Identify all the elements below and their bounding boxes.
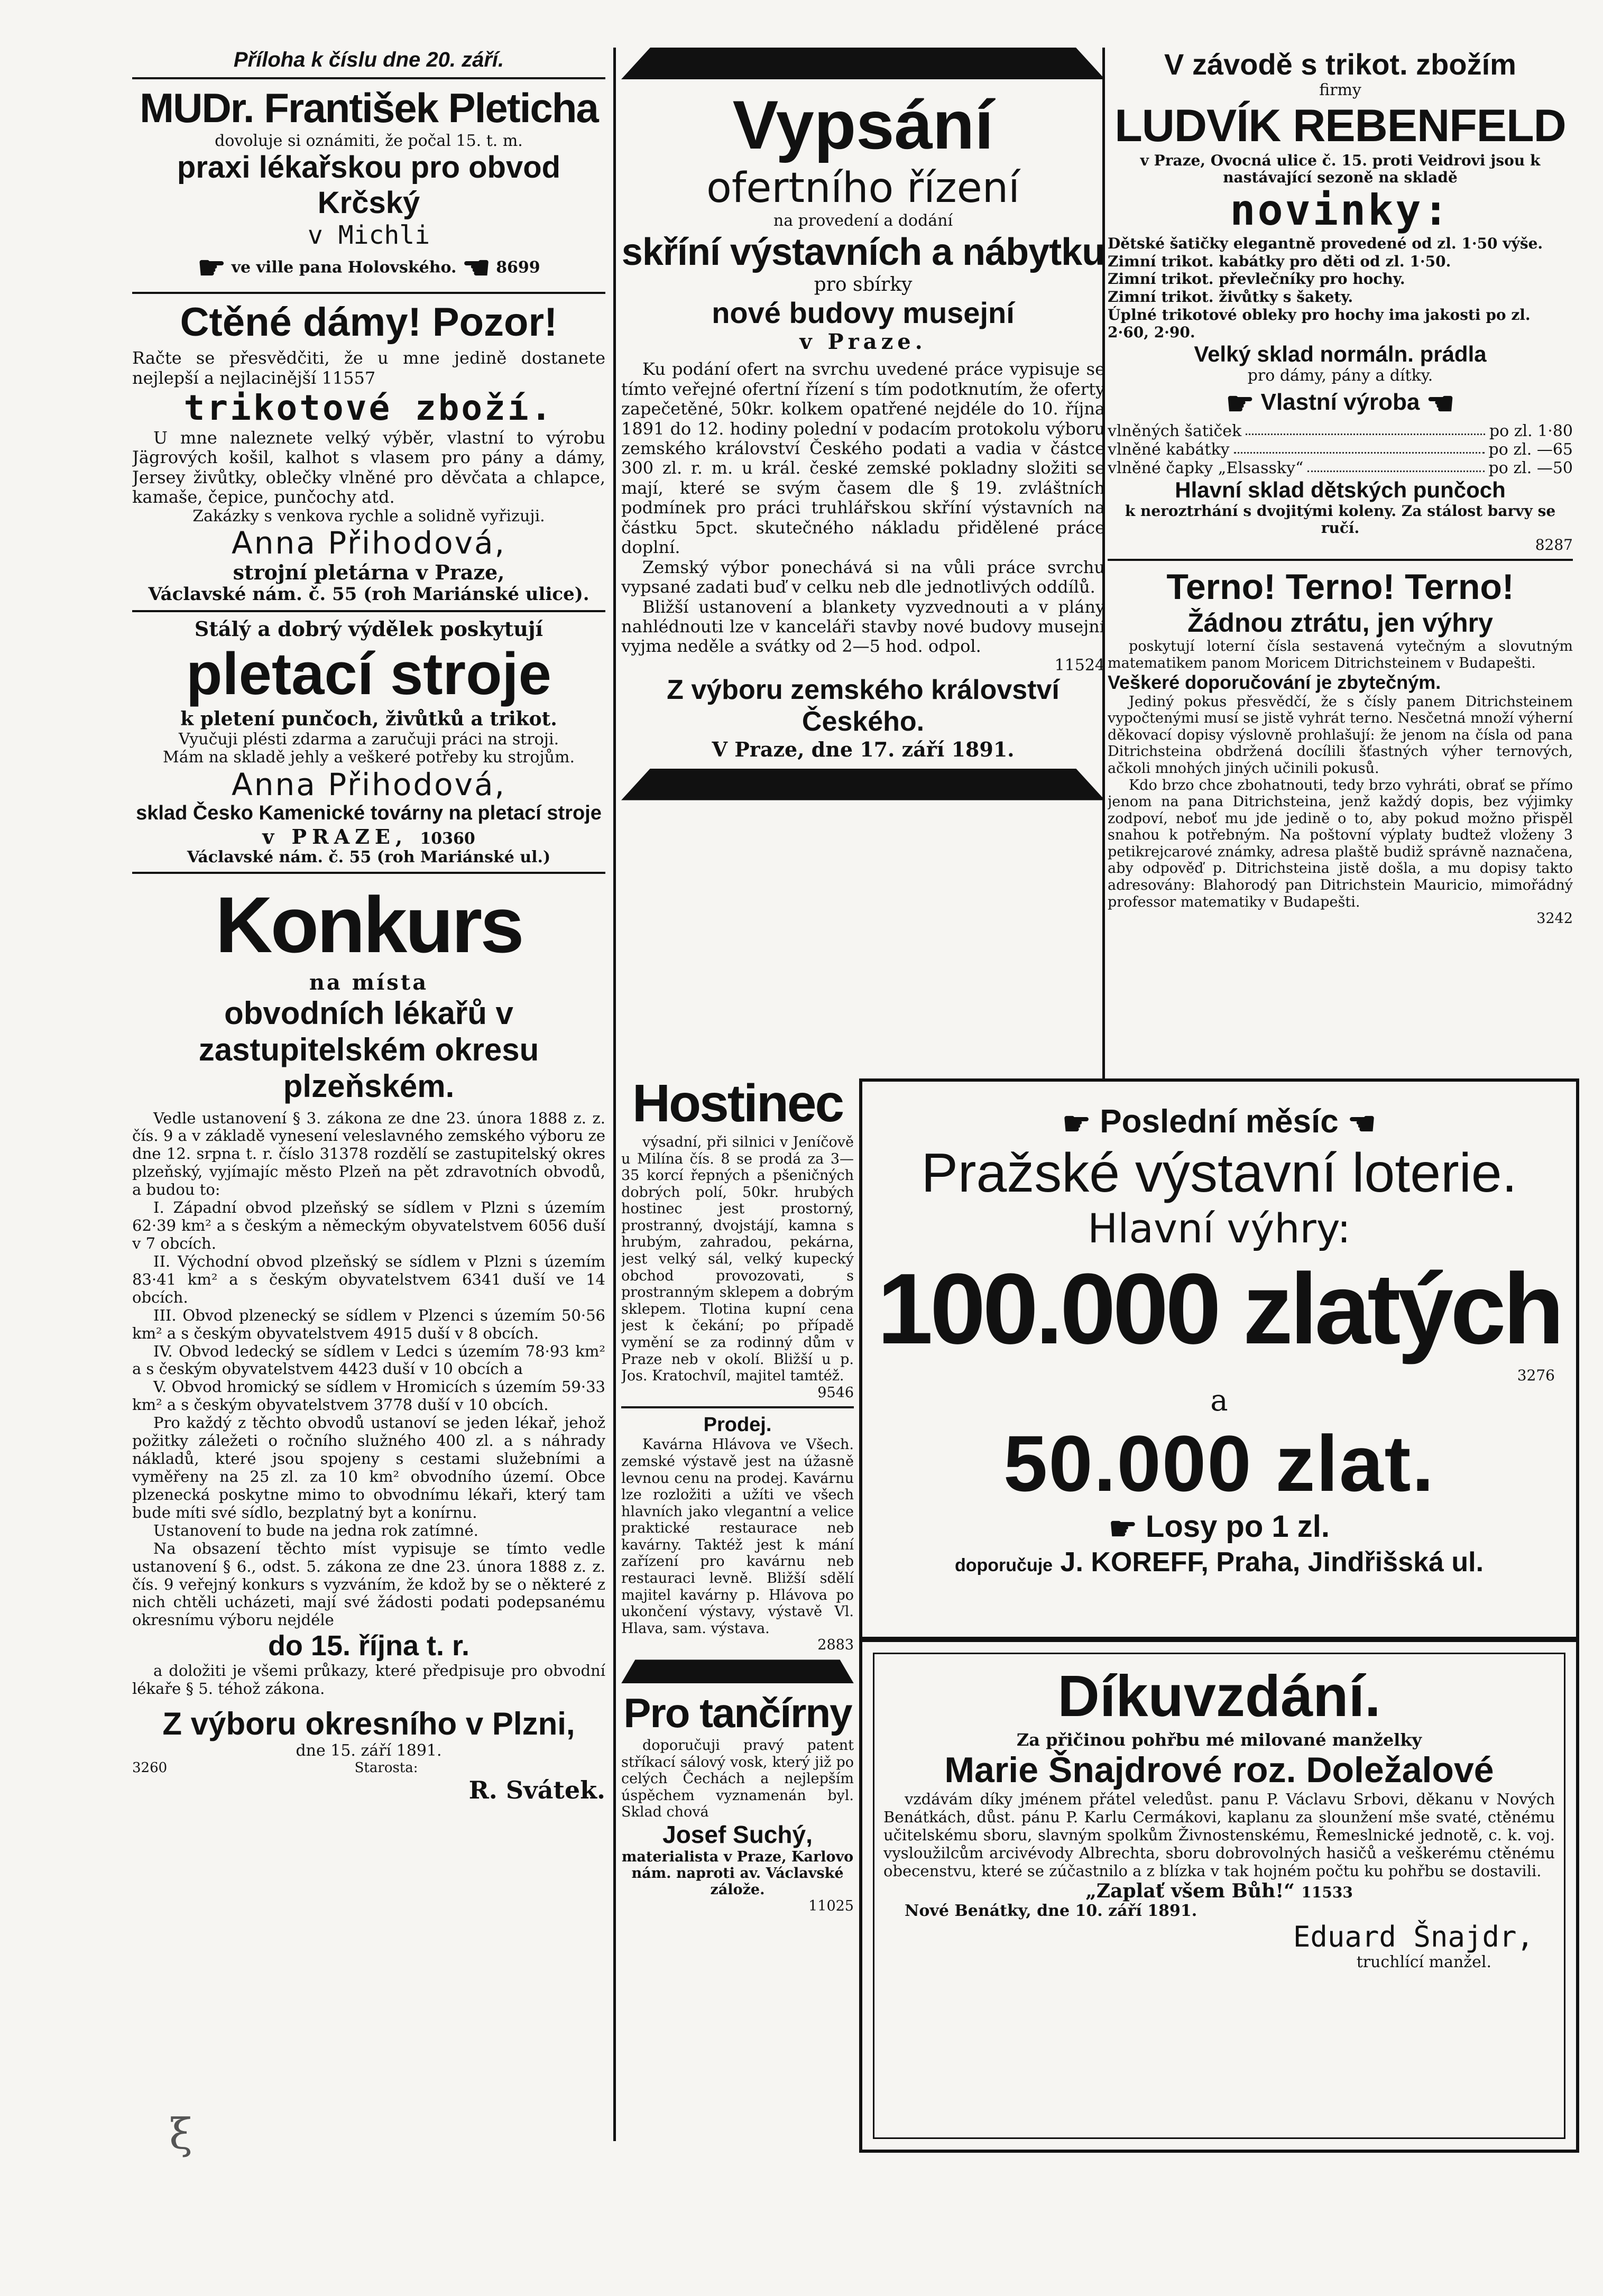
item-price: po zl. —65 — [1488, 440, 1573, 459]
list-item: Dětské šatičky elegantně provedené od zl. 1·50 výše. — [1108, 235, 1543, 253]
list-item — [1108, 459, 1573, 477]
paragraph: Na obsazení těchto míst vypisuje se tímto vedle ustanovení § 6., odst. 5. zákona ze dne 23. února 1888 z. z. čís. 9 veřejný konkurs s vyzváním, že kdož by se o některé z nich chtěli ucházeti, mají své žádosti podati podepsanému okresnímu výboru nejdéle — [132, 1539, 605, 1629]
text: doporučuje — [954, 1555, 1053, 1575]
column-rule — [613, 48, 616, 2141]
paragraph: Jediný pokus přesvědčí, že s čísly panem Ditrichsteinem vypočtenými musí se jistě vyhrát terno. Nesčetná množí výherní děkovací dopisy výslovně prohlašují: že jenom na čísla od pana Ditrichsteina obdržená docílili šťastných výher ternových, ačkoli mnohých jiných učinili pokusů. — [1108, 693, 1573, 777]
address: v Praze, Ovocná ulice č. 15. proti Veidrovi jsou k nastávající sezoně na skladě — [1140, 151, 1541, 186]
shop: strojní pletárna v Praze, — [233, 560, 505, 584]
pointing-hand-icon: ☚ — [462, 249, 491, 287]
column-middle-lower — [621, 1073, 854, 2141]
address: Václavské nám. č. 55 (roh Mariánské ul.) — [187, 847, 551, 866]
ad-number: 11025 — [808, 1898, 854, 1914]
text: Velký sklad normáln. prádla — [1194, 341, 1487, 366]
paragraph: Bližší ustanovení a blankety vyzvednouti a v plány nahlédnouti lze v kanceláři stavby nové budovy musejní vyjma neděle a svátky od 2—5 hod. odpol. — [621, 596, 1105, 657]
signer: Eduard Šnajdr, — [1293, 1920, 1534, 1953]
text: U mne naleznete velký výběr, vlastní to výrobu Jägrových košil, kalhot s vlasem pro pány a dámy, Jersey živůtky, oblečky vlněné pro děvčata a chlapce, kamaše, čepice, punčochy atd. — [132, 427, 605, 508]
ad-prihodova — [132, 299, 605, 605]
date: Nové Benátky, dne 10. září 1891. — [905, 1902, 1197, 1921]
supplement-header: Příloha k číslu dne 20. září. — [233, 48, 504, 71]
paragraph: III. Obvod plzenecký se sídlem v Plzenci s územím 50·56 km² a s českým obyvatelstvem 4915 duší v 8 obcích. — [132, 1306, 605, 1342]
firm-name: LUDVÍK REBENFELD — [1114, 100, 1566, 151]
tickets: Losy po 1 zl. — [1145, 1509, 1330, 1544]
text: firmy — [1319, 81, 1361, 100]
role: Starosta: — [354, 1759, 418, 1776]
column-left — [132, 48, 605, 2136]
pointing-hand-icon: ☛ — [197, 249, 226, 287]
ad-number: 3260 — [132, 1759, 168, 1776]
product: trikotové zboží. — [183, 388, 554, 429]
signoff: Z výboru zemského království Českého. — [667, 675, 1060, 737]
pointing-hand-icon: ☚ — [1347, 1106, 1376, 1142]
motto: „Zaplať všem Bůh!“ — [1085, 1880, 1295, 1903]
text: dovoluje si oznámiti, že počal 15. t. m. — [215, 131, 523, 150]
paragraph: Kdo brzo chce zbohatnouti, tedy brzo vyhráti, obrať se přímo jenom na pana Ditrichsteina, jenž každý dopis, bez výjimky zodpoví, neboť mu jde jedině o to, aby pokud možno přispěl snahou k potřebným. Na poštovní výplaty budtež vloženy 3 petikrejcarové známky, adresa plaště budiž správně naznačena, aby odpověď p. Ditrichsteina jistě došla, a mu dopisy takto adresovány: Blahorodý pan Ditrichstein Mauricio, mimořádný professor matematiky v Budapešti. — [1108, 777, 1573, 910]
paragraph: II. Východní obvod plzeňský se sídlem v Plzni s územím 83·41 km² a s českým obyvatelstvem 6341 duší ve 14 obcích. — [132, 1252, 605, 1306]
text: Vlastní výroba — [1260, 389, 1420, 415]
text: Račte se přesvědčiti, že u mne jedině dostanete nejlepší a nejlacinější — [132, 348, 605, 388]
ad-title: pletací stroje — [186, 641, 551, 707]
prize-amount: 100.000 zlatých — [877, 1253, 1561, 1366]
ad-title: Pro tančírny — [623, 1690, 852, 1737]
text: a — [1210, 1383, 1228, 1418]
item-price: po zl. —50 — [1488, 458, 1573, 477]
paragraph: Pro každý z těchto obvodů ustanoví se jeden lékař, jehož požitky záležeti o ročního služného 400 zl. a s náhrady nákladů, které jsou spojeny s cestami služebními a vyměřeny na 25 zl. za 10 km² obvodního území. Obce plzenecká poskytne mimo to obvodnímu lékaři, který tam bude míti své sídlo, bezplatný byt a konírnu. — [132, 1414, 605, 1522]
list-item: Zimní trikot. kabátky pro děti od zl. 1·50. — [1108, 252, 1451, 270]
paragraph: I. Západní obvod plzeňský se sídlem v Plzni s územím 62·39 km² a s českým a německým obyvatelstvem 6056 duší v 7 obcích. — [132, 1198, 605, 1253]
text: Zakázky s venkova rychle a solidně vyřizuji. — [192, 506, 545, 525]
ad-number: 10360 — [420, 829, 475, 848]
owner: Josef Suchý, — [662, 1820, 813, 1848]
seller: J. KOREFF, Praha, Jindřišská ul. — [1060, 1546, 1484, 1578]
text: Hlavní sklad dětských punčoch — [1175, 477, 1506, 502]
ad-title: Hostinec — [632, 1074, 843, 1133]
ad-number: 11557 — [321, 367, 376, 388]
role: truchlící manžel. — [1356, 1953, 1491, 1972]
text: Mám na skladě jehly a veškeré potřeby ku strojům. — [162, 748, 575, 767]
ad-tender — [621, 48, 1105, 800]
object: skříní výstavních a nábytku — [621, 230, 1105, 273]
list-item: Zimní trikot. převlečníky pro hochy. — [1108, 270, 1405, 288]
owner: Anna Přihodová, — [232, 766, 506, 803]
ad-dance-halls — [621, 1690, 854, 1914]
text: Vyučuji plésti zdarma a zaručuji práci na stroji. — [178, 730, 559, 749]
novelty-heading: novinky: — [1230, 186, 1451, 235]
list-item: Úplné trikotové obleky pro hochy ima jakosti po zl. 2·60, 2·90. — [1108, 306, 1531, 342]
ad-sale — [621, 1414, 854, 1654]
pointing-hand-icon: ☛ — [1109, 1510, 1137, 1546]
address: Václavské nám. č. 55 (roh Mariánské ulice). — [148, 583, 589, 605]
city: v Praze. — [799, 329, 927, 355]
ad-konkurs — [132, 879, 605, 1804]
villa: ve ville pana Holovského. — [231, 258, 457, 277]
date: dne 15. září 1891. — [296, 1741, 442, 1760]
ad-pleticha — [132, 85, 605, 287]
subject: obvodních lékařů v zastupitelském okresu plzeňském. — [198, 995, 539, 1104]
ad-title: Konkurs — [215, 880, 522, 970]
paragraph: Kavárna Hlávova ve Všech. zemské výstavě jest na úžasně levnou cenu na prodej. Kavárnu lze rozložiti a užíti ve všech hlavních jako vlegantní a velice praktické restaurace neb kavárny. Taktéž jest k mání zařízení pro kavárnu neb restauraci levně. Bližší sdělí majitel kavárny p. Hlávova po ukončení výstavy, výstavě Vl. Hlava, sam. výstava. — [621, 1436, 854, 1637]
text: Veškeré doporučování je zbytečným. — [1108, 671, 1441, 694]
pointing-hand-icon: ☛ — [1226, 385, 1255, 421]
building: nové budovy musejní — [712, 296, 1015, 329]
ad-title: Vypsání — [732, 86, 994, 163]
text: pro dámy, pány a dítky. — [1247, 366, 1433, 385]
ad-title: Prodej. — [703, 1413, 772, 1436]
column-middle — [621, 48, 1105, 1078]
signer: R. Svátek. — [468, 1775, 605, 1804]
decorative-banner — [621, 48, 1105, 79]
prize-amount: 50.000 zlat. — [1003, 1419, 1435, 1508]
text: k neroztrhání s dvojitými koleny. Za stálost barvy se ručí. — [1125, 502, 1556, 537]
shop: materialista v Praze, Karlovo nám. naproti av. Václavské zálože. — [621, 1848, 854, 1898]
ad-title: Ctěné dámy! Pozor! — [180, 299, 558, 345]
text: Za přičinou pohřbu mé milované manželky — [1016, 1729, 1422, 1750]
text: na provedení a dodání — [773, 211, 953, 230]
city: v PRAZE, — [262, 824, 408, 849]
pointing-hand-icon: ☛ — [1062, 1106, 1091, 1142]
text: Stálý a dobrý výdělek poskytují — [194, 616, 543, 641]
list-item: Zimní trikot. živůtky s šakety. — [1108, 288, 1353, 306]
paragraph: Vedle ustanovení § 3. zákona ze dne 23. února 1888 z. z. čís. 9 a v základě vynesení veleslavného zemského výboru ze dne 12. srpna t. r. číslo 31378 rozdělí se zastupitelský okres plzeňský, vyjímajíc město Plzeň na pět zdravotních obvodů, a budou to: — [132, 1109, 605, 1199]
place: v Michli — [307, 220, 430, 250]
deadline: do 15. října t. r. — [268, 1630, 470, 1662]
ad-number: 11524 — [1054, 656, 1105, 675]
paragraph: Zemský výbor ponechává si na vůli práce svrchu vypsané zadati buď v celku neb dle jednotlivých oddílů. — [621, 557, 1105, 597]
text: pro sbírky — [814, 274, 913, 296]
ad-number: 9546 — [817, 1384, 854, 1401]
margin-mark: ξ — [169, 2109, 193, 2159]
ad-title: Díkuvzdání. — [1057, 1664, 1381, 1729]
ad-inn — [621, 1073, 854, 1401]
paragraph: V. Obvod hromický se sídlem v Hromicích s územím 59·33 km² a s českým obyvatelstvem 3778 duší v 10 obcích. — [132, 1378, 605, 1414]
text: k pletení punčoch, živůtků a trikot. — [180, 708, 557, 731]
item-price: po zl. 1·80 — [1489, 421, 1573, 440]
item-label: vlněných šatiček — [1108, 421, 1242, 440]
ad-title: Pražské výstavní loterie. — [921, 1142, 1517, 1204]
paragraph: vzdávám díky jménem přátel veledůst. panu P. Václavu Srbovi, děkanu v Nových Benátkách, důst. pánu P. Karlu Cermákovi, kaplanu za slounžení mše svaté, ctěnému učitelskému sboru, slavným spolkům Živnostenskému, Řemeslnické jednotě, c. k. voj. vysloužilcům arcivévody Albrechta, sboru dobrovolných hasičů a veškerému ctěnému obecenstvu, které se zúčastnilo a z blízka v tak hojném počtu ku pohřbu se dostavili. — [883, 1790, 1555, 1880]
doctor-name: MUDr. František Pleticha — [140, 85, 598, 131]
ad-number: 8287 — [1535, 536, 1573, 554]
item-label: vlněné kabátky — [1108, 440, 1230, 459]
practice-heading: praxi lékařskou pro obvod Krčský — [177, 150, 561, 220]
paragraph: doporučuji pravý patent stříkací sálový vosk, který již po celých Čechách a nejlepším úspěchem vyznamenán byl. Sklad chová — [621, 1737, 854, 1821]
list-item — [1108, 440, 1573, 459]
decorative-banner — [621, 1659, 854, 1683]
date: V Praze, dne 17. září 1891. — [712, 737, 1015, 761]
owner: Anna Přihodová, — [232, 525, 506, 561]
paragraph: a doložiti je všemi průkazy, které předpisuje pro obvodní lékaře § 5. téhož zákona. — [132, 1662, 605, 1698]
text: V závodě s trikot. zbožím — [1164, 48, 1516, 81]
text: Hlavní výhry: — [1088, 1204, 1351, 1252]
item-label: vlněné čapky „Elsassky“ — [1108, 458, 1304, 477]
ad-number: 3276 — [1517, 1366, 1555, 1384]
deceased-name: Marie Šnajdrové roz. Doležalové — [944, 1750, 1494, 1791]
paragraph: Ku podání ofert na svrchu uvedené práce vypisuje se tímto veřejné ofertní řízení s tím podotknutím, že oferty zapečetěné, 50kr. kolkem opatřené nejdéle do 10. října 1891 do 12. hodiny polední v podacím protokolu výboru zemského království Českého podati a vadia v částce 300 zl. r. m. u král. české zemské pokladny složiti se mají, které se svým časem dle § 19. zvláštních podmínek pro práci truhlářskou skříní výstavních na částku 5pct. skutečného nákladu přidělené práce doplní. — [621, 359, 1105, 558]
ad-number: 2883 — [817, 1637, 854, 1654]
ad-title: Terno! Terno! Terno! — [1166, 567, 1514, 607]
signoff: Z výboru okresního v Plzni, — [162, 1706, 575, 1742]
decorative-banner — [621, 769, 1105, 800]
ad-rebenfeld — [1108, 48, 1573, 554]
ad-knitting-machines — [132, 617, 605, 866]
banner: Poslední měsíc — [1100, 1103, 1339, 1140]
paragraph: Ustanovení to bude na jedna rok zatímné. — [153, 1521, 478, 1539]
ad-lottery — [859, 1078, 1579, 1640]
text: na místa — [309, 970, 429, 995]
shop: sklad Česko Kamenické továrny na pletací stroje — [136, 802, 602, 825]
pointing-hand-icon: ☚ — [1426, 385, 1455, 421]
subtitle: ofertního řízení — [706, 164, 1020, 212]
slogan: Žádnou ztrátu, jen výhry — [1187, 607, 1493, 638]
column-right — [1108, 48, 1573, 1073]
paragraph: poskytují loterní čísla sestavená vytečným a slovutným matematikem panom Moricem Ditrichsteinem v Budapešti. — [1108, 638, 1573, 671]
ad-number: 8699 — [496, 258, 540, 277]
ad-thanks — [859, 1639, 1579, 2153]
paragraph: výsadní, při silnici v Jeníčově u Milína čís. 8 se prodá za 3—35 korcí řepných a pšeničných dobrých polí, 50kr. hrubých hostinec jest prostorný, prostranný, dvojstájí, kamna s hrubým, zahradou, pekárna, jest velký sál, velký kupecký obchod provozovati, s prostranným sklepem a dobrým sklepem. Tlotina kupní cena jest k čekání; po případě vymění se za rodinný dům v Praze neb v okolí. Bližší u p. Jos. Kratochvíl, majitel tamtéž. — [621, 1134, 854, 1385]
paragraph: IV. Obvod ledecký se sídlem v Ledci s územím 78·93 km² a s českým obyvatelstvem 4423 duší v 10 obcích a — [132, 1342, 605, 1378]
ad-number: 11533 — [1301, 1884, 1353, 1902]
list-item — [1108, 422, 1573, 440]
ad-number: 3242 — [1536, 910, 1573, 927]
ad-terno — [1108, 566, 1573, 927]
